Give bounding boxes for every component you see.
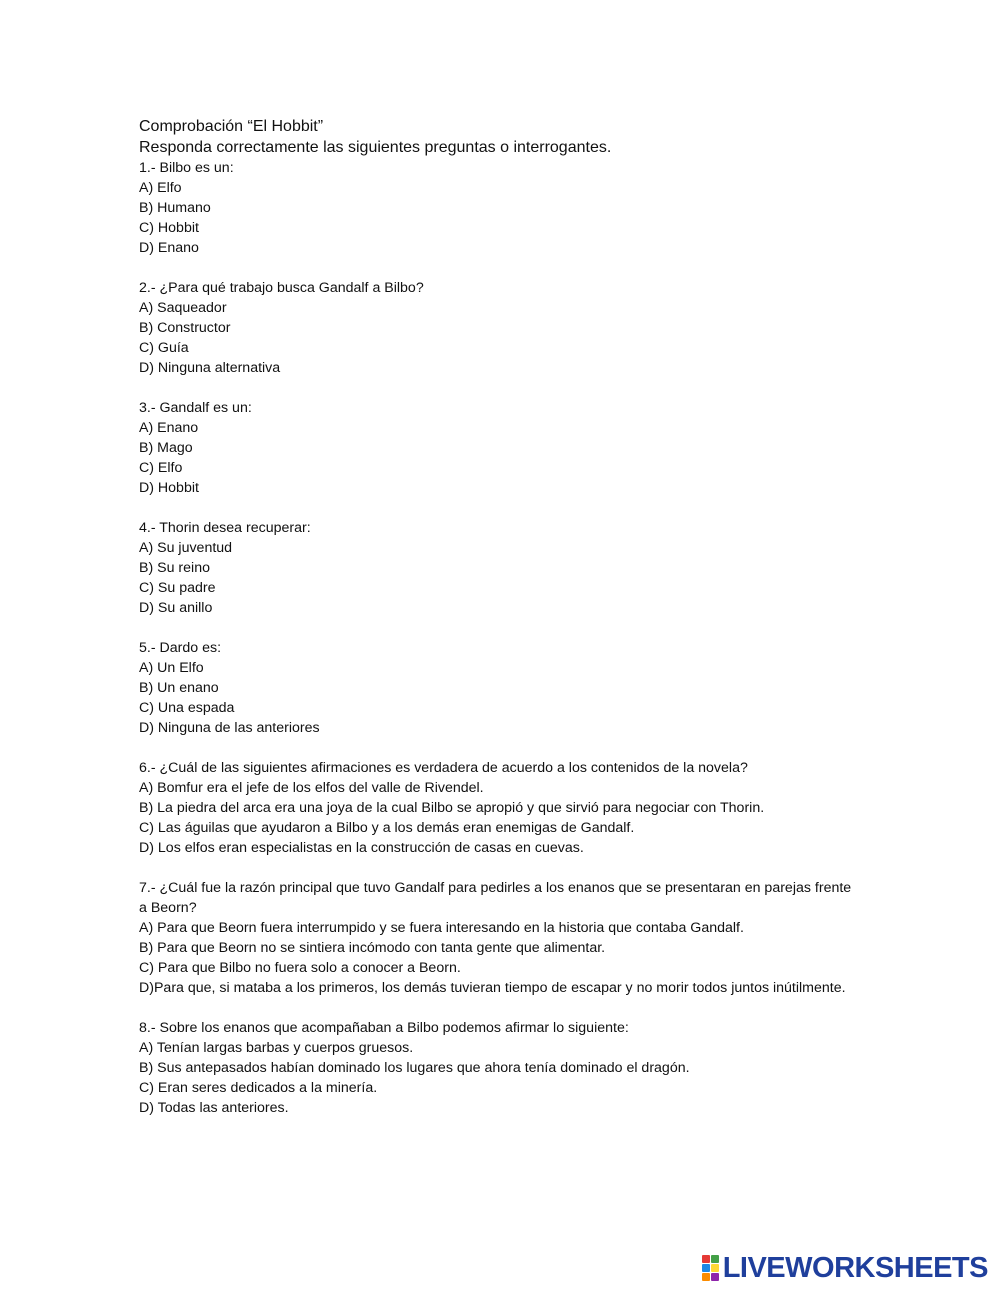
answer-option: B) Un enano: [139, 680, 219, 696]
spacer: [139, 378, 859, 398]
answer-option: D) Todas las anteriores.: [139, 1100, 289, 1116]
answer-option: D) Ninguna alternativa: [139, 360, 281, 376]
answer-option: D) Enano: [139, 240, 199, 256]
question-text: 2.- ¿Para qué trabajo busca Gandalf a Bilbo?: [139, 280, 424, 296]
liveworksheets-brand: [702, 1252, 988, 1284]
answer-option: C) Para que Bilbo no fuera solo a conocer a Beorn.: [139, 960, 461, 976]
page-title: Comprobación “El Hobbit”: [139, 118, 324, 135]
answer-option: A) Tenían largas barbas y cuerpos gruesos.: [139, 1040, 414, 1056]
answer-option: A) Para que Beorn fuera interrumpido y se fuera interesando en la historia que contaba Gandalf.: [139, 920, 744, 936]
logo-tile: [711, 1273, 719, 1281]
question-text: 6.- ¿Cuál de las siguientes afirmaciones es verdadera de acuerdo a los contenidos de la novela?: [139, 760, 748, 776]
answer-option: A) Elfo: [139, 180, 182, 196]
answer-option: C) Las águilas que ayudaron a Bilbo y a los demás eran enemigas de Gandalf.: [139, 820, 635, 836]
brand-name: LIVEWORKSHEETS: [722, 1252, 988, 1284]
question-list: [139, 158, 859, 1118]
logo-tile: [711, 1264, 719, 1272]
question-block: [139, 758, 859, 878]
question-block: [139, 638, 859, 758]
question-block: [139, 398, 859, 518]
question-block: [139, 1018, 859, 1118]
answer-option: D) Ninguna de las anteriores: [139, 720, 320, 736]
logo-tile: [702, 1264, 710, 1272]
question-block: [139, 278, 859, 398]
spacer: [139, 998, 859, 1018]
question-block: [139, 158, 859, 278]
question-text: 8.- Sobre los enanos que acompañaban a Bilbo podemos afirmar lo siguiente:: [139, 1020, 629, 1036]
question-block: [139, 518, 859, 638]
answer-option: D)Para que, si mataba a los primeros, los demás tuvieran tiempo de escapar y no morir todos juntos inútilmente.: [139, 980, 846, 996]
answer-option: A) Bomfur era el jefe de los elfos del valle de Rivendel.: [139, 780, 484, 796]
question-text: 3.- Gandalf es un:: [139, 400, 252, 416]
liveworksheets-logo-icon: [702, 1255, 719, 1281]
answer-option: B) Mago: [139, 440, 193, 456]
answer-option: C) Una espada: [139, 700, 235, 716]
spacer: [139, 258, 859, 278]
logo-tile: [702, 1255, 710, 1263]
answer-option: A) Un Elfo: [139, 660, 204, 676]
logo-tile: [702, 1273, 710, 1281]
question-text: 5.- Dardo es:: [139, 640, 222, 656]
spacer: [139, 738, 859, 758]
question-text: 7.- ¿Cuál fue la razón principal que tuvo Gandalf para pedirles a los enanos que se presentaran en parejas frente a Beorn?: [139, 880, 856, 916]
answer-option: A) Saqueador: [139, 300, 227, 316]
answer-option: B) Sus antepasados habían dominado los lugares que ahora tenía dominado el dragón.: [139, 1060, 690, 1076]
spacer: [139, 618, 859, 638]
answer-option: B) Su reino: [139, 560, 210, 576]
worksheet-document: [139, 116, 859, 1118]
spacer: [139, 858, 859, 878]
answer-option: D) Su anillo: [139, 600, 213, 616]
answer-option: C) Elfo: [139, 460, 183, 476]
answer-option: C) Hobbit: [139, 220, 199, 236]
answer-option: C) Su padre: [139, 580, 216, 596]
question-text: 4.- Thorin desea recuperar:: [139, 520, 311, 536]
question-block: [139, 878, 859, 1018]
logo-tile: [711, 1255, 719, 1263]
answer-option: B) Para que Beorn no se sintiera incómodo con tanta gente que alimentar.: [139, 940, 606, 956]
instructions: Responda correctamente las siguientes preguntas o interrogantes.: [139, 139, 612, 156]
answer-option: A) Enano: [139, 420, 199, 436]
answer-option: C) Eran seres dedicados a la minería.: [139, 1080, 378, 1096]
answer-option: D) Los elfos eran especialistas en la construcción de casas en cuevas.: [139, 840, 584, 856]
answer-option: B) Constructor: [139, 320, 231, 336]
spacer: [139, 498, 859, 518]
answer-option: B) La piedra del arca era una joya de la cual Bilbo se apropió y que sirvió para negociar con Thorin.: [139, 800, 765, 816]
answer-option: D) Hobbit: [139, 480, 199, 496]
answer-option: C) Guía: [139, 340, 189, 356]
question-text: 1.- Bilbo es un:: [139, 160, 234, 176]
answer-option: B) Humano: [139, 200, 211, 216]
answer-option: A) Su juventud: [139, 540, 233, 556]
